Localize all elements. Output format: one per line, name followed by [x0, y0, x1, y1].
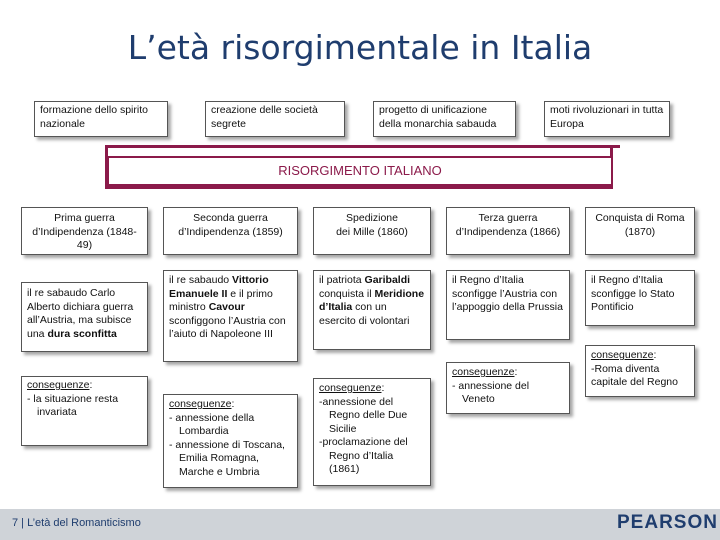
- header-line2: d’Indipendenza (1866): [455, 225, 561, 238]
- cons-item: -Roma diventa capitale del Regno: [591, 362, 678, 388]
- header-line1: Conquista di Roma: [595, 212, 685, 224]
- header-line2: (1870): [624, 225, 656, 238]
- header-line1: Prima guerra: [54, 212, 115, 224]
- header-line2: d’Indipendenza (1859): [178, 225, 283, 238]
- header-spedizione-mille: [313, 207, 431, 255]
- cons-item: -proclamazione del Regno d’Italia (1861): [319, 436, 408, 475]
- cons-label: conseguenze: [591, 349, 654, 361]
- cons-seconda-guerra: conseguenze: - annessione della Lombardia - annessione di Toscana, Emilia Romagna, Marche e Umbria: [163, 394, 298, 488]
- cons-label: conseguenze: [452, 366, 515, 378]
- top-box-label: progetto di unificazione della monarchia sabauda: [379, 104, 497, 130]
- risorgimento-banner: RISORGIMENTO ITALIANO: [107, 156, 613, 186]
- top-box-moti-rivoluzionari: [544, 101, 670, 137]
- desc-bold: Vittorio Emanuele II: [169, 274, 269, 300]
- header-line1: Spedizione: [346, 212, 398, 224]
- desc-text: il patriota: [319, 274, 365, 286]
- desc-text: il re sabaudo: [169, 274, 233, 286]
- cons-item: - la situazione resta invariata: [27, 392, 119, 418]
- connector-line-top: [105, 145, 620, 148]
- cons-item: - annessione della Lombardia: [169, 411, 255, 437]
- desc-text: il re sabaudo Carlo Alberto dichiara guerra all’Austria, ma subisce una: [27, 287, 134, 340]
- desc-bold: Cavour: [208, 301, 245, 313]
- top-box-label: moti rivoluzionari in tutta Europa: [550, 104, 664, 130]
- cons-label: conseguenze: [27, 379, 90, 391]
- cons-item: - annessione di Toscana, Emilia Romagna, Marche e Umbria: [169, 438, 285, 478]
- header-line2: d’Indipendenza (1848-49): [32, 225, 137, 251]
- pearson-logo: PEARSON: [617, 512, 718, 533]
- cons-spedizione-mille: conseguenze: -annessione del Regno delle Due Sicilie -proclamazione del Regno d’Italia (1861): [313, 378, 431, 486]
- desc-prima-guerra: [21, 282, 148, 352]
- desc-seconda-guerra: [163, 270, 298, 362]
- top-box-label: formazione dello spirito nazionale: [40, 104, 148, 130]
- desc-bold: Garibaldi: [364, 274, 411, 286]
- desc-conquista-roma: [585, 270, 695, 326]
- desc-text: con un esercito di volontari: [319, 301, 410, 327]
- cons-terza-guerra: conseguenze: - annessione del Veneto: [446, 362, 570, 414]
- cons-label: conseguenze: [319, 382, 382, 394]
- header-prima-guerra: [21, 207, 148, 255]
- desc-bold: Meridione d’Italia: [319, 287, 425, 313]
- cons-prima-guerra: conseguenze: - la situazione resta invariata: [21, 376, 148, 446]
- desc-text: sconfiggono l’Austria con l’aiuto di Napoleone III: [169, 314, 286, 340]
- desc-spedizione-mille: [313, 270, 431, 350]
- header-line1: Seconda guerra: [193, 212, 268, 224]
- desc-bold: dura sconfitta: [47, 327, 117, 340]
- cons-item: -annessione del Regno delle Due Sicilie: [319, 395, 408, 435]
- cons-label: conseguenze: [169, 398, 232, 410]
- cons-item: - annessione del Veneto: [452, 379, 530, 405]
- top-box-label: creazione delle società segrete: [211, 104, 318, 130]
- header-line2: dei Mille (1860): [336, 225, 408, 238]
- header-line1: Terza guerra: [478, 212, 538, 224]
- top-box-spirito-nazionale: [34, 101, 168, 137]
- header-conquista-roma: [585, 207, 695, 255]
- connector-line-bottom: [105, 186, 613, 189]
- header-seconda-guerra: [163, 207, 298, 255]
- slide-title: L’età risorgimentale in Italia: [127, 28, 593, 67]
- desc-text: il Regno d’Italia sconfigge lo Stato Pontificio: [591, 274, 675, 313]
- top-box-monarchia-sabauda: [373, 101, 516, 137]
- desc-text: il Regno d’Italia sconfigge l’Austria con l’appoggio della Prussia: [452, 274, 563, 313]
- desc-text: conquista il: [319, 287, 375, 300]
- footer-page-label: 7 | L’età del Romanticismo: [12, 517, 141, 529]
- desc-terza-guerra: [446, 270, 570, 340]
- cons-conquista-roma: conseguenze: -Roma diventa capitale del Regno: [585, 345, 695, 397]
- top-box-societa-segrete: [205, 101, 345, 137]
- desc-text: e il primo ministro: [169, 287, 273, 313]
- header-terza-guerra: [446, 207, 570, 255]
